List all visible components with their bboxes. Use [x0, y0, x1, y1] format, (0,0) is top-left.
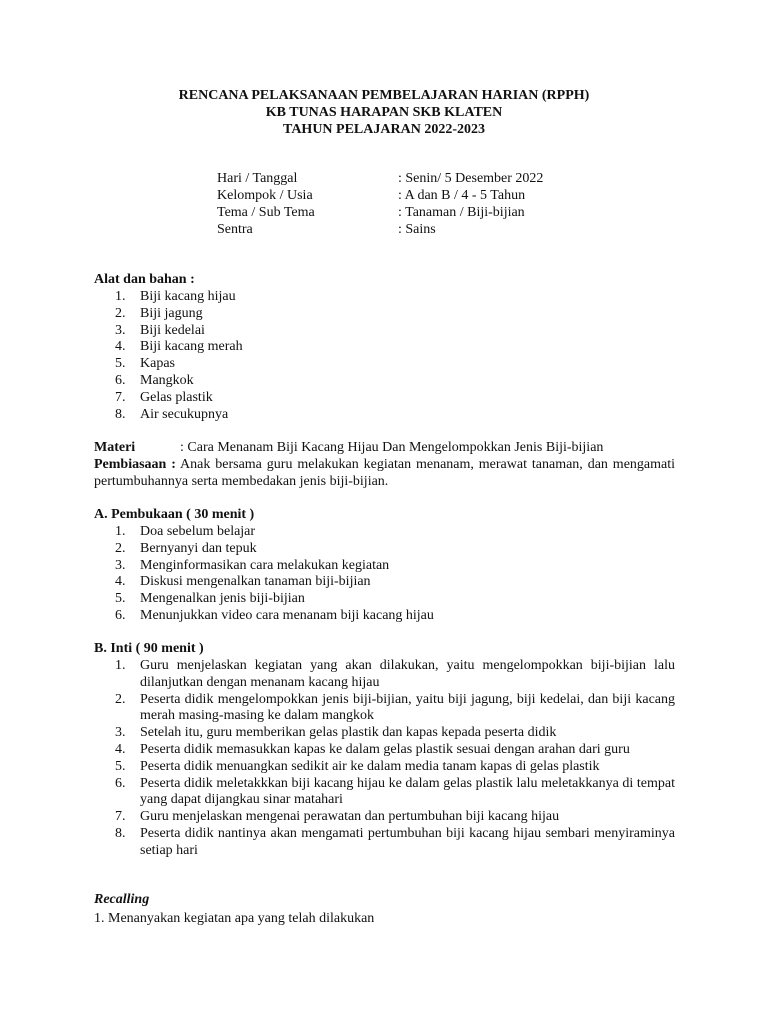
list-item-text: Mengenalkan jenis biji-bijian — [140, 591, 305, 607]
info-value: : Senin/ 5 Desember 2022 — [398, 171, 544, 186]
pembukaan-list — [115, 524, 675, 625]
list-item-text: Menunjukkan video cara menanam biji kacang hijau — [140, 607, 434, 623]
header-year: TAHUN PELAJARAN 2022-2023 — [283, 122, 485, 137]
list-item: 2. Bernyanyi dan tepuk — [115, 541, 675, 558]
list-item: 1. Guru menjelaskan kegiatan yang akan dilakukan, yaitu mengelompokkan biji-bijian lalu dilanjutkan dengan menanam kacang hijau — [115, 658, 675, 690]
list-item-text: Doa sebelum belajar — [140, 524, 256, 539]
list-item: 3. Biji kedelai — [115, 323, 675, 340]
list-item-text: Guru menjelaskan kegiatan yang akan dilakukan, yaitu mengelompokkan biji-bijian lalu dilanjutkan dengan menanam kacang hijau — [140, 658, 675, 690]
info-row — [217, 171, 543, 188]
list-item: 5. Mengenalkan jenis biji-bijian — [115, 591, 675, 608]
info-label: Hari / Tanggal — [217, 171, 298, 186]
header-title: RENCANA PELAKSANAAN PEMBELAJARAN HARIAN (RPPH) — [178, 88, 590, 103]
list-item: 5. Peserta didik menuangkan sedikit air ke dalam media tanam kapas di gelas plastik — [115, 759, 675, 776]
list-item: 2. Biji jagung — [115, 306, 675, 323]
info-row — [217, 188, 543, 205]
list-item-text: Air secukupnya — [140, 406, 229, 422]
list-item: 4. Peserta didik memasukkan kapas ke dalam gelas plastik sesuai dengan arahan dari guru — [115, 742, 675, 759]
list-item: 5. Kapas — [115, 356, 675, 373]
list-item: 8. Air secukupnya — [115, 407, 675, 424]
list-item-text: Biji kacang merah — [140, 339, 243, 355]
info-label: Tema / Sub Tema — [217, 205, 315, 220]
pembukaan-section-title: A. Pembukaan ( 30 menit ) — [94, 507, 255, 522]
info-row — [217, 205, 543, 222]
list-item-text: Setelah itu, guru memberikan gelas plastik dan kapas kepada peserta didik — [140, 725, 557, 741]
info-label: Kelompok / Usia — [217, 188, 313, 203]
pembiasaan-label: Pembiasaan : — [94, 457, 176, 472]
list-item: 7. Gelas plastik — [115, 390, 675, 407]
list-item: 4. Biji kacang merah — [115, 339, 675, 356]
list-item-text: Peserta didik memasukkan kapas ke dalam gelas plastik sesuai dengan arahan dari guru — [140, 741, 630, 757]
alat-list — [115, 289, 675, 423]
list-item-text: Biji jagung — [140, 305, 203, 321]
list-item-text: Gelas plastik — [140, 389, 213, 405]
list-item-text: Biji kedelai — [140, 322, 205, 338]
document-header — [0, 87, 768, 138]
info-value: : Sains — [398, 222, 436, 237]
materi-label: Materi — [94, 440, 136, 455]
inti-section-title: B. Inti ( 90 menit ) — [94, 641, 204, 656]
list-item: 1. Doa sebelum belajar — [115, 524, 675, 541]
list-item: 3. Menginformasikan cara melakukan kegiatan — [115, 558, 675, 575]
list-item: 4. Diskusi mengenalkan tanaman biji-bijian — [115, 574, 675, 591]
info-row — [217, 222, 543, 239]
info-label: Sentra — [217, 222, 253, 237]
pembiasaan-value: Anak bersama guru melakukan kegiatan menanam, merawat tanaman, dan mengamati pertumbuhannya serta membedakan jenis biji-bijian. — [94, 457, 676, 489]
recalling-item: 1. Menanyakan kegiatan apa yang telah dilakukan — [94, 911, 375, 926]
pembiasaan-paragraph — [94, 457, 675, 491]
list-item-text: Kapas — [140, 356, 175, 372]
info-table — [217, 171, 543, 239]
materi-line — [94, 440, 676, 457]
list-item: 6. Peserta didik meletakkkan biji kacang hijau ke dalam gelas plastik lalu meletakkanya di tempat yang dapat dijangkau sinar matahari — [115, 775, 675, 808]
info-value: : A dan B / 4 - 5 Tahun — [398, 188, 526, 203]
alat-section-title: Alat dan bahan : — [94, 272, 195, 287]
list-item-text: Guru menjelaskan mengenai perawatan dan pertumbuhan biji kacang hijau — [140, 809, 560, 825]
list-item: 8. Peserta didik nantinya akan mengamati pertumbuhan biji kacang hijau sembari menyiraminya setiap hari — [115, 825, 675, 858]
list-item: 1. Biji kacang hijau — [115, 289, 675, 306]
list-item-text: Peserta didik meletakkkan biji kacang hijau ke dalam gelas plastik lalu meletakkanya di tempat yang dapat dijangkau sinar matahari — [140, 775, 675, 808]
list-item: 7. Guru menjelaskan mengenai perawatan dan pertumbuhan biji kacang hijau — [115, 809, 675, 826]
list-item-text: Menginformasikan cara melakukan kegiatan — [140, 557, 390, 573]
list-item-text: Biji kacang hijau — [140, 289, 236, 304]
materi-value: : Cara Menanam Biji Kacang Hijau Dan Mengelompokkan Jenis Biji-bijian — [180, 440, 604, 455]
info-value: : Tanaman / Biji-bijian — [398, 205, 525, 220]
list-item-text: Diskusi mengenalkan tanaman biji-bijian — [140, 574, 371, 590]
list-item-text: Peserta didik mengelompokkan jenis biji-bijian, yaitu biji jagung, biji kedelai, dan biji kacang merah masing-masing ke dalam mangkok — [140, 691, 675, 724]
inti-list — [115, 658, 675, 860]
list-item-text: Bernyanyi dan tepuk — [140, 540, 257, 556]
list-item: 6. Mangkok — [115, 373, 675, 390]
list-item: 2. Peserta didik mengelompokkan jenis biji-bijian, yaitu biji jagung, biji kedelai, dan biji kacang merah masing-masing ke dalam mangkok — [115, 691, 675, 724]
list-item: 3. Setelah itu, guru memberikan gelas plastik dan kapas kepada peserta didik — [115, 725, 675, 742]
list-item-text: Peserta didik menuangkan sedikit air ke dalam media tanam kapas di gelas plastik — [140, 758, 600, 774]
header-school: KB TUNAS HARAPAN SKB KLATEN — [265, 105, 503, 120]
list-item: 6. Menunjukkan video cara menanam biji kacang hijau — [115, 608, 675, 625]
recalling-section-title: Recalling — [94, 892, 150, 907]
list-item-text: Peserta didik nantinya akan mengamati pertumbuhan biji kacang hijau sembari menyiraminya setiap hari — [140, 825, 675, 858]
list-item-text: Mangkok — [140, 372, 194, 388]
